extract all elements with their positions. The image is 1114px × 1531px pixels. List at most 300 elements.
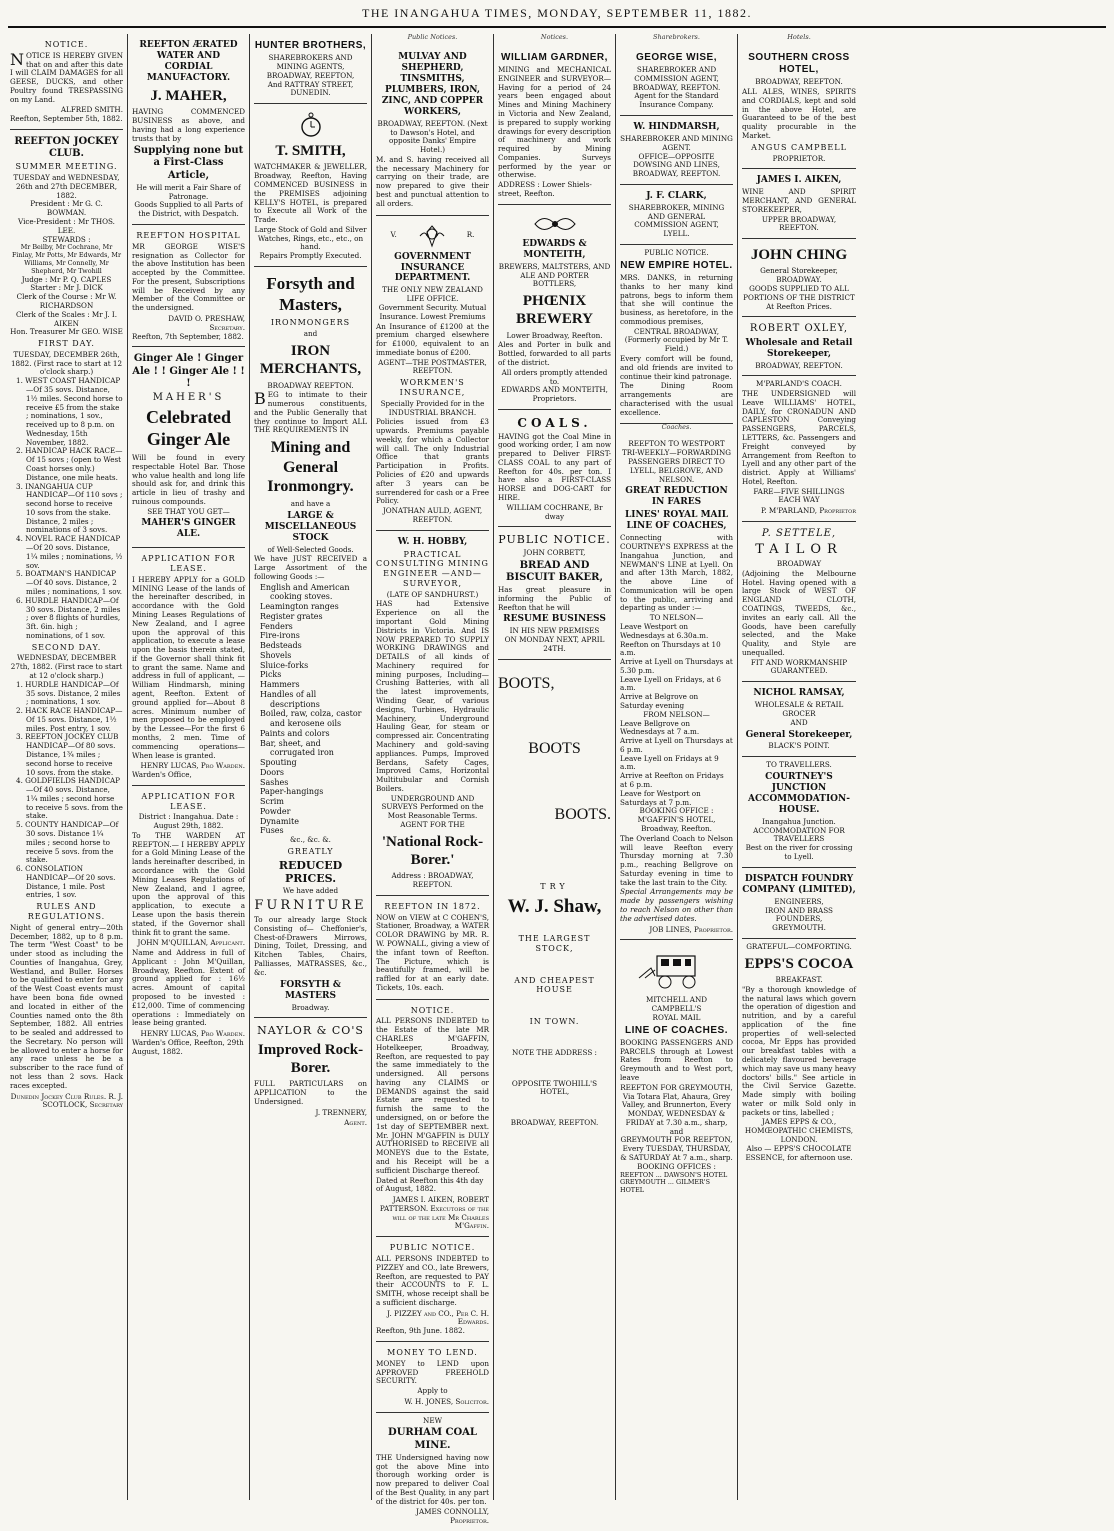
westport: REEFTON TO WESTPORT TRI-WEEKLY—FORWARDING PASSENGERS DIRECT TO LYELL, BELGROVE, AND NELSON.	[622, 439, 731, 484]
epps-ad	[742, 939, 856, 1167]
mulvay-ad	[376, 46, 489, 216]
coals-ad	[498, 410, 611, 527]
mgaffin-date: Dated at Reefton this 4th day of August, 1882.	[376, 1175, 484, 1194]
money-body: MONEY to LEND upon APPROVED FREEHOLD SECURITY.	[376, 1358, 489, 1386]
race: 6. HURDLE HANDICAP—Of 30 sovs. Distance, 2 miles ; over 8 flights of hurdles, 3ft. 6in. high ; nominations, of 1 sov.	[16, 595, 121, 640]
smith-body: WATCHMAKER & JEWELLER, Broadway, Reefton, Having COMMENCED BUSINESS in the PREMISES adjoining KELLY'S HOTEL, is prepared to Execute all Work of the Trade.	[254, 162, 367, 225]
jockey-club-ad	[10, 130, 123, 1115]
homeo: HOMŒOPATHIC CHEMISTS, LONDON.	[744, 1126, 854, 1145]
first-day: FIRST DAY.	[38, 339, 95, 349]
column-5	[494, 34, 616, 1500]
list-item: Sashes	[260, 777, 289, 787]
maher-ad	[132, 34, 245, 225]
breakfast: BREAKFAST.	[775, 974, 823, 984]
epps-sig: JAMES EPPS & CO.,	[761, 1117, 837, 1127]
hospital-ad	[132, 225, 245, 347]
column-7	[738, 34, 860, 1500]
hind-sub: SHAREBROKER AND MINING AGENT.	[620, 133, 733, 152]
lease2-detail: Name and Address in full of Applicant : John M'Quillan, Broadway, Reefton. Extent of ground applied for : 16½ acres. Amount of capital proposed to be invested : £12,000. Time of commencing operations : Immediately on lease being granted.	[132, 948, 245, 1028]
furniture-body: To our already large Stock Consisting of— Cheffonier's, Chest-of-Drawers Mirrows, Dining, Toilet, Dressing, and Kitchen Tables, Chairs, Palliasses, MATRASSES, &c., &c.	[254, 915, 367, 977]
gardner-body: MINING and MECHANICAL ENGINEER and SURVEYOR—Having for a period of 24 years been engaged about Mines and Mining Machinery in Victoria and New Zealand, is prepared to supply working drawings for every description of machinery and work required by Mining Companies. Surveys performed by the year or otherwise.	[498, 65, 611, 180]
lease2-body: To THE WARDEN AT REEFTON.— I HEREBY APPLY for a Gold Mining Lease of the lands hereinafter described, in accordance with the Gold Mining Leases Regulations of New Zealand, and I agree, upon the approval of this application, to execute a Lease upon the basis therein stated, if the Governor shall think fit to grant the same.	[132, 830, 245, 937]
govt-insurance-ad	[376, 216, 489, 531]
oxley-addr: BROADWAY, REEFTON.	[755, 360, 843, 370]
rules-body: Night of general entry—20th December, 1882, up to 8 p.m. The term "West Coast" to be under stood as including the Counties of Inangahua, Grey, Westland, and Buller. Horses to be qualified to enter for any of the West Coast events must have been bona fide owned and located in either of the Counties named onto the 8th September, 1882. All entries to be sealed and addressed to the Secretary. No person will be allowed to enter a horse for any race unless he be a subscriber to the race fund of not less than 2 sovs. Hack races excepted.	[10, 922, 123, 1090]
central: CENTRAL BROADWAY,	[633, 326, 720, 336]
ironmongers: IRONMONGERS	[270, 318, 351, 328]
wise-ad	[620, 46, 733, 116]
president: President : Mr G. C. BOWMAN.	[30, 199, 103, 218]
notice: NOTICE.	[410, 1005, 455, 1015]
timetable-row: Arrive at Belgrove on Saturday evening	[620, 692, 699, 710]
rock-borer: Improved Rock-Borer.	[257, 1041, 364, 1076]
lines-ad	[620, 436, 733, 940]
special: Special Arrangements may be made by passengers wishing to reach Nelson on other than the advertised dates.	[620, 887, 733, 923]
dining: The Dining Room arrangements are characterised with the usual excellence.	[620, 381, 733, 417]
lines-body: Connecting with COURTNEY'S EXPRESS at the Inangahua Junction, and NEWMAN'S LINE at Lyell. On and after 13th March, 1882, the above Line of Communication will be open to the public, arriving and departing as under :—	[620, 533, 733, 613]
list-item: Shovels	[260, 650, 292, 660]
lease2-applicant: JOHN M'QUILLAN, Applicant.	[137, 938, 245, 948]
smith-ad	[254, 104, 367, 267]
list-item: Hammers	[260, 680, 300, 690]
mparland-body: THE UNDERSIGNED will Leave WILLIAMS' HOTEL, DAILY, for CRONADUN AND CAPLESTON Conveying PASSENGERS, PARCELS, LETTERS, &c. Passengers and Freight conveyed by Arrangement from Reefton to Lyell and any other part of the district. Apply at Williams' Hotel, Reefton.	[742, 389, 856, 486]
corbett: JOHN CORBETT,	[523, 547, 586, 557]
well-selected: of Well-Selected Goods.	[267, 544, 354, 554]
just-received: We have JUST RECEIVED a Large Assortment of the following Goods :—	[254, 554, 367, 581]
mparland-sig: P. M'PARLAND, Proprietor	[760, 506, 856, 516]
grateful: GRATEFUL—COMFORTING.	[746, 941, 852, 951]
races-day2	[10, 681, 123, 901]
coaches-head: Coaches.	[661, 423, 692, 432]
column-head: Hotels.	[787, 33, 811, 41]
durham-ad	[376, 1413, 489, 1531]
list-item: Paper-hangings	[260, 787, 324, 797]
to-nelson: TO NELSON—	[649, 613, 704, 623]
race: 1. HURDLE HANDICAP—Of 35 sovs. Distance, 2 miles ; nominations, 1 sov.	[16, 679, 121, 707]
cochrane: WILLIAM COCHRANE, Br dway	[506, 502, 603, 521]
full-particulars: FULL PARTICULARS on APPLICATION to the Undersigned.	[254, 1079, 367, 1106]
mitchell-ad	[620, 940, 733, 1200]
forsyth-masters: FORSYTH & MASTERS	[279, 979, 342, 1001]
empire-ad	[620, 245, 733, 424]
agent-for: AGENT FOR THE	[400, 819, 465, 829]
broadway: BROADWAY REEFTON.	[267, 380, 354, 390]
column-1	[6, 34, 128, 1500]
hindmarsh-ad	[620, 116, 733, 185]
from-nelson: FROM NELSON—	[643, 709, 710, 719]
forsyth-title: Forsyth and Masters,	[266, 273, 355, 314]
lease2-sig: HENRY LUCAS, Pro Warden.	[140, 1029, 245, 1039]
tailor-body: (Adjoining the Melbourne Hotel. Having opened with a large Stock of WEST OF ENGLAND CLOTH, COATINGS, TWEEDS, &c., invites an early call. All the Goods, have been carefully selected, and the Make Quality, and Style are unequalled.	[742, 568, 856, 657]
mahers: MAHER'S	[152, 391, 225, 403]
phoenix: PHŒNIX BREWERY	[516, 293, 593, 328]
masthead: THE INANGAHUA TIMES, MONDAY, SEPTEMBER 11, 1882.	[8, 0, 1106, 28]
opposite: OPPOSITE TWOHILL'S HOTEL,	[511, 1078, 598, 1097]
lease2-date: Warden's Office, Reefton, 29th August, 1882.	[132, 1037, 244, 1056]
list-item: Doors	[260, 767, 284, 777]
gardner: WILLIAM GARDNER,	[501, 51, 608, 63]
gfr: GREYMOUTH FOR REEFTON,	[620, 1135, 733, 1145]
only-nz: THE ONLY NEW ZEALAND LIFE OFFICE.	[382, 285, 483, 304]
race: 1. WEST COAST HANDICAP—Of 35 sovs. Distance, 1½ miles. Second horse to receive £5 from the stake ; nominations, 1 sov., received up to 8 p.m. on Wednesday, 15th November, 1882.	[16, 376, 123, 447]
maher-name: J. MAHER,	[150, 87, 227, 104]
club-title: REEFTON JOCKEY CLUB.	[14, 136, 119, 160]
courtney-ad	[742, 757, 856, 868]
crest-icon	[376, 224, 489, 248]
crest-icon	[498, 213, 611, 235]
shaw: W. J. Shaw,	[507, 895, 602, 917]
vice-president: Vice-President : Mr THOS. LEE.	[18, 217, 115, 235]
vr-right: R.	[466, 230, 475, 240]
hind-office: OFFICE—OPPOSITE DOWSING AND LINES,	[633, 151, 720, 170]
wise-sub: SHAREBROKER AND COMMISSION AGENT,	[634, 65, 719, 83]
column-head: Sharebrokers.	[653, 33, 700, 41]
second-day: SECOND DAY.	[31, 642, 102, 652]
tailor: TAILOR	[755, 542, 843, 558]
clerk: Clerk of the Course : Mr W. RICHARDSON	[16, 292, 117, 310]
durham-body: THE Undersigned having now got the above Mine into thorough working order is now prepared to deliver Coal of the Best Quality, in any part of the district for 40s. per ton.	[376, 1452, 489, 1506]
rfg-body: Via Totara Flat, Ahaura, Grey Valley, and Brunnerton, Every MONDAY, WEDNESDAY & FRIDAY at 7.30 a.m., sharp, and	[622, 1091, 731, 1136]
column-3	[250, 34, 372, 1500]
gfr-body: Every TUESDAY, THURSDAY, & SATURDAY At 7 a.m., sharp.	[620, 1144, 733, 1162]
edwards-body: BREWERS, MALTSTERS, AND ALE AND PORTER BOTTLERS,	[498, 261, 611, 289]
clark-sub: SHAREBROKER, MINING AND GENERAL COMMISSION AGENT,	[628, 202, 725, 230]
public-notice: PUBLIC NOTICE.	[644, 247, 709, 257]
race: 3. INANGAHUA CUP HANDICAP—Of 110 sovs ; second horse to receive 10 sovs from the stake. Distance, 2 miles ; nominations of 3 sovs.	[16, 481, 123, 535]
line-of-coaches: LINE OF COACHES.	[624, 1024, 728, 1036]
ginger-header: Ginger Ale ! Ginger Ale ! ! Ginger Ale ! ! !	[132, 353, 245, 389]
list-item: Paints and colors	[260, 728, 330, 738]
courtney: COURTNEY'S JUNCTION ACCOMMODATION-HOUSE.	[748, 772, 850, 815]
smith-repairs: Repairs Promptly Executed.	[259, 251, 362, 261]
timetable-row: Arrive at Lyell on Thursdays at 5.30 p.m.	[620, 657, 733, 675]
public-notice: PUBLIC NOTICE.	[498, 533, 611, 547]
list-item: Register grates	[260, 611, 323, 621]
best-river: Best on the river for crossing to Lyell.	[745, 843, 853, 862]
royal-mail: ROYAL MAIL	[652, 1012, 701, 1022]
booking-offices: BOOKING OFFICES :	[637, 1161, 716, 1171]
overland: The Overland Coach to Nelson will leave Reefton every Thursday morning at 7.30 p.m., reaching Bellgrove on Saturday evening in time to take the last train to the City.	[620, 833, 733, 887]
hunter-title: HUNTER BROTHERS,	[254, 40, 367, 51]
lease-ad-2	[132, 786, 245, 1062]
ginger-ale-ad	[132, 347, 245, 548]
workmen-body: Policies issued from £3 upwards. Premiums payable weekly, for which a Collector will call. The only Industrial Office that grants Participation in Profits. Policies of £20 and upwards after 3 years can be surrendered for cash or a Free Policy.	[376, 417, 489, 506]
timetable-row: Leave for Westport on Saturdays at 7 p.m.	[620, 788, 701, 807]
aiken-ad	[742, 169, 856, 239]
list-item: Leamington ranges	[260, 602, 339, 612]
beg-body: BEG to intimate to their numerous constituents, and the Public Generally that they continue to Import ALL THE REQUIREMENTS IN	[254, 389, 367, 435]
clark-ad	[620, 185, 733, 245]
connolly: JAMES CONNOLLY, Proprietor.	[416, 1507, 489, 1526]
boots-2: BOOTS	[528, 740, 581, 758]
etc: &c., &c. &.	[290, 835, 331, 845]
judge: Judge : Mr P. Q. CAPLES	[21, 274, 112, 284]
wise-agent: Agent for the Standard Insurance Company.	[634, 91, 719, 110]
workmen-sub: Specially Provided for in the INDUSTRIAL BRANCH.	[380, 398, 485, 417]
ching: JOHN CHING	[750, 247, 848, 264]
durham-title: DURHAM COAL MINE.	[388, 1427, 477, 1451]
brass: IRON AND BRASS FOUNDERS,	[765, 905, 833, 924]
starter: Starter : Mr J. DICK	[30, 283, 103, 293]
pizzey-date: Reefton, 9th June. 1882.	[376, 1326, 465, 1336]
reefton-aerated-title: REEFTON ÆRATED WATER AND CORDIAL MANUFACTORY.	[139, 40, 238, 83]
celebrated-ginger: Celebrated Ginger Ale	[146, 407, 231, 450]
settele: P. SETTELE,	[761, 528, 837, 539]
ching-ad	[742, 239, 856, 317]
auld: JONATHAN AULD, AGENT, REEFTON.	[382, 506, 483, 524]
clark: J. F. CLARK,	[646, 190, 707, 201]
ales: Ales and Porter in bulk and Bottled, forwarded to all parts of the district.	[498, 340, 611, 368]
timetable-row: Leave Lyell on Fridays, at 6 a.m.	[620, 674, 721, 693]
monday: ON MONDAY NEXT, APRIL 24TH.	[504, 635, 605, 653]
formerly: (Formerly occupied by Mr T. Field.)	[624, 335, 729, 354]
hunter-addr2: And RATTRAY STREET, DUNEDIN.	[267, 79, 354, 98]
ramsay-addr: BLACK'S POINT.	[768, 741, 830, 751]
notice-title: NOTICE.	[44, 40, 89, 49]
broadway-2: Broadway.	[291, 1002, 330, 1012]
ramsay-gen: General Storekeeper,	[745, 729, 853, 740]
rules-title: RULES AND REGULATIONS.	[27, 902, 106, 921]
southern-body: ALL ALES, WINES, SPIRITS and CORDIALS, kept and sold in the above Hotel, are Guaranteed to be of the best quality procurable in the Market.	[742, 87, 856, 140]
races-day1	[10, 377, 123, 640]
mulvay-body: M. and S. having received all the necessary Machinery for carrying on their trade, are now prepared to give their best and punctual attention to all orders.	[376, 154, 489, 208]
see-that: SEE THAT YOU GET—	[147, 506, 230, 516]
naylor-ad	[254, 1018, 367, 1133]
list-item: Sluice-forks	[260, 660, 309, 670]
race: 6. CONSOLATION HANDICAP—Of 20 sovs. Distance, 1 mile. Post entries, 1 sov.	[16, 864, 116, 900]
mgaffin-body: ALL PERSONS INDEBTED to the Estate of the late MR CHARLES M'GAFFIN, Hotelkeeper, Broadway, Reefton, are requested to pay the same immediately to the undersigned. All persons having any CLAIMS or DEMANDS against the said Estate are requested to furnish the same to the undersigned, on or before the 1st day of SEPTEMBER next. Mr. JOHN M'GAFFIN is DULY AUTHORISED to RECEIVE all MONEYS due to the Estate, and his Receipt will be a sufficient Discharge thereof.	[376, 1016, 489, 1175]
race: 2. HACK RACE HANDICAP—Of 15 sovs. Distance, 1½ miles. Post entry, 1 sov.	[16, 706, 123, 733]
timetable-row: Leave Westport on Wednesdays at 6.30a.m.	[620, 621, 709, 640]
southern: SOUTHERN CROSS HOTEL,	[748, 51, 850, 76]
epps-body: "By a thorough knowledge of the natural laws which govern the operation of digestion and nutrition, and by a careful application of the fine properties of well-selected cocoa, Mr Epps has provided our breakfast tables with a delicately flavoured beverage which may save us many heavy doctors' bills." See article in the Civil Service Gazette. Made simply with boiling water or milk Sold only in packets or tins, labelled ;	[742, 984, 857, 1117]
aiken: JAMES I. AIKEN,	[756, 175, 842, 186]
hunter-ad	[254, 34, 367, 104]
national-rock-borer: 'National Rock-Borer.'	[381, 833, 484, 869]
hobby-sub: PRACTICAL CONSULTING MINING ENGINEER —AND— SURVEYOR,	[376, 549, 489, 588]
hobby-ad	[376, 531, 489, 896]
ching-addr: BROADWAY.	[776, 275, 822, 285]
mitchell: MITCHELL AND CAMPBELL'S	[645, 995, 708, 1014]
mparland-ad	[742, 376, 856, 522]
supplying: Supplying none but a First-Class Article,	[133, 145, 244, 181]
list-item: Fenders	[260, 621, 293, 631]
hunter-addr: BROADWAY, REEFTON,	[266, 70, 355, 80]
shaw-ad	[498, 660, 611, 1133]
agent: Agent.	[344, 1118, 367, 1128]
treasurer: Hon. Treasurer Mr GEO. WISE	[10, 327, 123, 337]
tailor-addr: BROADWAY	[776, 559, 822, 569]
ramsay-ad	[742, 682, 856, 757]
coals: COALS.	[517, 415, 592, 430]
oxley-sub: Wholesale and Retail Storekeeper,	[745, 337, 853, 359]
race: 2. HANDICAP HACK RACE—Of 15 sovs ; (open to West Coast horses only.) Distance, one mile heats.	[16, 446, 123, 482]
dispatch-ad	[742, 868, 856, 939]
travellers: TO TRAVELLERS.	[766, 760, 832, 770]
gardner-addr: ADDRESS : Lower Shiels-street, Reefton.	[498, 180, 592, 199]
reefton-1872: REEFTON IN 1872.	[384, 901, 481, 911]
and: and	[303, 329, 318, 339]
list-item: Bar, sheet, and corrugated iron	[260, 738, 334, 758]
in-town: IN TOWN.	[529, 1017, 580, 1027]
cheapest: AND CHEAPEST HOUSE	[514, 975, 595, 995]
boots-3: BOOTS.	[554, 805, 611, 823]
resume: RESUME BUSINESS	[503, 614, 606, 625]
comfort: Every comfort will be found, and old friends are invited to continue their kind patronage.	[620, 353, 733, 381]
premises: IN HIS NEW PREMISES	[509, 626, 600, 636]
column-head: Public Notices.	[407, 33, 458, 41]
boots-1: BOOTS,	[498, 674, 555, 692]
hobby-address: Address : BROADWAY, REEFTON.	[391, 871, 474, 890]
large-stock: LARGE & MISCELLANEOUS STOCK	[264, 510, 357, 543]
race: 4. GOLDFIELDS HANDICAP—Of 40 sovs. Distance, 1¼ miles ; second horse to receive 5 sovs. from the stake.	[16, 776, 123, 821]
lease2-district: District : Inangahua. Date : August 29th, 1882.	[138, 812, 239, 831]
ramsay: NICHOL RAMSAY,	[753, 688, 845, 699]
notice-sig: ALFRED SMITH.	[60, 105, 123, 115]
stewards: Mr Beilby, Mr Cochrane, Mr Finlay, Mr Potts, Mr Edwards, Mr Williams, Mr Connelly, Mr Shepherd, Mr Twohill	[11, 243, 122, 275]
lease-title: APPLICATION FOR LEASE.	[141, 554, 236, 574]
coals-body: HAVING got the Coal Mine in good working order, I am now prepared to Deliver FIRST-CLASS COAL to any part of Reefton for 40s. per ton. I have also a FIRST-CLASS HORSE and DOG-CART for HIRE.	[498, 431, 611, 503]
list-item: Powder	[260, 806, 291, 816]
hospital-body: MR GEORGE WISE'S resignation as Collector for the above Institution has been accepted by the Committee. For the present, Subscriptions will be Received by any Member of the Committee or the undersigned.	[132, 241, 245, 313]
apply-to: Apply to	[417, 1386, 448, 1396]
first-day-date: TUESDAY, DECEMBER 26th, 1882. (First race to start at 12 o'clock sharp.)	[10, 349, 123, 377]
scales: Clerk of the Scales : Mr J. I. AIKEN	[15, 309, 118, 328]
race: 5. COUNTY HANDICAP—Of 30 sovs. Distance 1¼ miles ; second horse to receive 5 sovs. from the stake.	[16, 820, 119, 865]
lower: Lower Broadway, Reefton.	[506, 330, 603, 340]
rfg: REEFTON FOR GREYMOUTH,	[620, 1082, 733, 1092]
hospital-title: REEFTON HOSPITAL	[136, 230, 241, 240]
govt-title: GOVERNMENT INSURANCE DEPARTMENT.	[394, 251, 471, 284]
note: NOTE THE ADDRESS :	[512, 1047, 597, 1057]
goods-list	[254, 583, 367, 837]
mahers-ginger: MAHER'S GINGER ALE.	[141, 518, 236, 540]
edwards: EDWARDS & MONTEITH,	[522, 238, 587, 260]
broadway-reefton: BROADWAY, REEFTON.	[510, 1118, 599, 1128]
reduced-prices: REDUCED PRICES.	[278, 858, 343, 886]
hindmarsh: W. HINDMARSH,	[633, 122, 720, 133]
accomm: ACCOMMODATION FOR TRAVELLERS	[753, 825, 845, 844]
hind-addr: BROADWAY, REEFTON.	[632, 169, 721, 179]
new: NEW	[423, 1415, 442, 1425]
fit: FIT AND WORKMANSHIP GUARANTEED.	[750, 657, 848, 676]
column-6	[616, 34, 738, 1500]
booking2: BOOKING PASSENGERS AND PARCELS through at Lowest Rates from Reefton to Greymouth and to West port, leave	[620, 1037, 733, 1082]
race: 3. REEFTON JOCKEY CLUB HANDICAP—Of 80 sovs. Distance, 1¾ miles ; second horse to receive 10 sovs. from the stake.	[16, 732, 119, 777]
aiken-addr: UPPER BROADWAY, REEFTON.	[761, 214, 837, 233]
mining-general: Mining and General Ironmongry.	[267, 439, 354, 496]
corbett-body: Has great pleasure in informing the Public of Reefton that he will	[498, 584, 611, 612]
workmen: WORKMEN'S INSURANCE,	[399, 378, 466, 398]
wise: GEORGE WISE,	[635, 51, 717, 63]
club-sub: SUMMER MEETING.	[15, 162, 118, 172]
list-item: Dynamite	[260, 816, 299, 826]
list-item: English and American cooking stoves.	[260, 582, 350, 602]
govt-security: Government Security. Mutual Insurance. Lowest Premiums	[378, 303, 487, 321]
edwards-sig: EDWARDS AND MONTEITH, Proprietors.	[501, 385, 608, 404]
goods-supplied: GOODS SUPPLIED TO ALL PORTIONS OF THE DISTRICT At Reefton Prices.	[743, 284, 855, 311]
second-day-date: WEDNESDAY, DECEMBER 27th, 1882. (First race to start at 12 o'clock sharp.)	[10, 653, 123, 680]
hobby: W. H. HOBBY,	[397, 536, 468, 547]
we-have-added: We have added	[282, 886, 339, 896]
club-dates: TUESDAY and WEDNESDAY, 26th and 27th DECEMBER, 1882.	[13, 173, 120, 200]
mgaffin-sig: JAMES I. AIKEN, ROBERT PATTERSON. Executors of the will of the late Mr Charles M'Gaffin.	[379, 1195, 489, 1231]
mparland-title: M'PARLAND'S COACH.	[756, 379, 842, 389]
pizzey-body: ALL PERSONS INDEBTED to PIZZEY and CO., late Brewers, Reefton, are requested to PAY their ACCOUNTS to F. L. SMITH, whose receipt shall be a sufficient discharge.	[376, 1253, 489, 1307]
list-item: Scrim	[260, 797, 284, 807]
hunter-sub: SHAREBROKERS AND MINING AGENTS,	[268, 53, 353, 71]
mgaffin-ad	[376, 1000, 489, 1238]
booking: BOOKING OFFICE : M'GAFFIN'S HOTEL, Broadway, Reefton.	[637, 806, 716, 833]
proprietor: PROPRIETOR.	[772, 153, 826, 163]
edwards-ad	[498, 205, 611, 410]
corbett-ad	[498, 527, 611, 659]
pizzey-sig: J. PIZZEY and CO., Per C. H. Edwards.	[387, 1308, 489, 1327]
try: TRY	[540, 882, 569, 892]
engineers: ENGINEERS,	[774, 896, 824, 906]
list-item: Handles of all descriptions	[260, 689, 320, 709]
furniture: FURNITURE	[254, 898, 367, 914]
ching-sub: General Storekeeper,	[760, 266, 838, 276]
fare: FARE—FIVE SHILLINGS EACH WAY	[753, 486, 845, 505]
hobby-late: (LATE OF SANDHURST.)	[386, 589, 479, 599]
lease-ad-1	[132, 548, 245, 785]
trenery: J. TRENNERY,	[315, 1107, 367, 1117]
oxley-ad	[742, 317, 856, 376]
campbell: ANGUS CAMPBELL	[751, 142, 847, 152]
ginger-body: Will be found in every respectable Hotel Bar. Those who value health and long life should ask for, and drink this article in lieu of trashy and ruinous compounds.	[132, 452, 245, 506]
watch-icon	[254, 112, 367, 138]
great-reduction: GREAT REDUCTION IN FARES	[625, 486, 728, 508]
lease-office: Warden's Office,	[132, 770, 192, 780]
also: Also — EPPS'S CHOCOLATE ESSENCE, for afternoon use.	[745, 1143, 853, 1162]
clark-addr: LYELL.	[663, 229, 690, 239]
agent-postmaster: AGENT—THE POSTMASTER, REEFTON.	[378, 357, 487, 376]
hospital-sig: DAVID O. PRESHAW, Secretary.	[168, 313, 245, 332]
merit: He will merit a Fair Share of Patronage.	[136, 182, 241, 201]
stewards-title: STEWARDS :	[42, 234, 91, 244]
empire: NEW EMPIRE HOTEL.	[620, 259, 733, 271]
timetable-row: Leave Lyell on Fridays at 9 a.m.	[620, 753, 719, 772]
ramsay-and: AND	[790, 717, 808, 727]
oxley: ROBERT OXLEY,	[749, 323, 849, 335]
cohen-body: NOW on VIEW at C COHEN'S, Stationer, Broadway, a WATER COLOR DRAWING by MR. R. W. POWNALL, giving a view of the infant town of Reefton. The Picture, which is beautifully framed, will be raffled for at an early date. Tickets, 10s. each.	[376, 912, 489, 992]
offices: REEFTON ... DAWSON'S HOTEL GREYMOUTH ... GILMER'S HOTEL	[620, 1170, 728, 1195]
race: 5. BOATMAN'S HANDICAP—Of 40 sovs. Distance, 2 miles ; nominations, 1 sov.	[16, 569, 123, 596]
mulvay-title: MULVAY AND SHEPHERD, TINSMITHS, PLUMBERS, IRON, ZINC, AND COPPER WORKERS,	[381, 51, 484, 117]
notice-body: NOTICE IS HEREBY GIVEN that on and after this date I will CLAIM DAMAGES for all GEESE, DUCKS, and other Poultry found TRESPASSING on my Land.	[10, 49, 123, 104]
lease-body: I HEREBY APPLY for a GOLD MINING Lease of the lands of the hereinafter described, in accordance with the Gold Mining Leases Regulations of New Zealand, and I agree upon the approval of this application, to execute a lease upon the basis therein stated, if the Governor shall think fit to grant the same. Name and address in full of applicant, — William Hindmarsh, mining agent, Reefton. Extent of ground applied for—About 8 acres. Minimum number of men proposed to be employed by the Lessee—For the first 6 months, 2 men. Time of commencing operations—When lease is granted.	[132, 574, 245, 760]
greatly: GREATLY	[287, 846, 334, 856]
smith-stock: Large Stock of Gold and Silver Watches, Rings, etc., etc., on hand.	[254, 224, 367, 252]
vr-left: V.	[390, 230, 397, 240]
money-title: MONEY TO LEND.	[387, 1347, 478, 1357]
pizzey-ad	[376, 1237, 489, 1342]
and-have: and have a	[290, 498, 331, 508]
rules-sig: Dunedin Jockey Club Rules. R. J. SCOTLOCK, Secretary	[10, 1091, 123, 1110]
coach-icon	[620, 948, 733, 992]
list-item: Spouting	[260, 758, 297, 768]
gardner-ad	[498, 46, 611, 205]
money-ad	[376, 1342, 489, 1413]
goods-supplied: Goods Supplied to all Parts of the District, with Despatch.	[134, 200, 243, 219]
timetable-row: Arrive at Reefton on Fridays at 6 p.m.	[620, 771, 724, 790]
cohen-ad	[376, 896, 489, 1000]
lease-sig: HENRY LUCAS, Pro Warden.	[140, 761, 245, 771]
naylor: NAYLOR & CO'S	[257, 1024, 364, 1038]
southern-addr: BROADWAY, REEFTON.	[755, 77, 843, 87]
settele-ad	[742, 522, 856, 682]
